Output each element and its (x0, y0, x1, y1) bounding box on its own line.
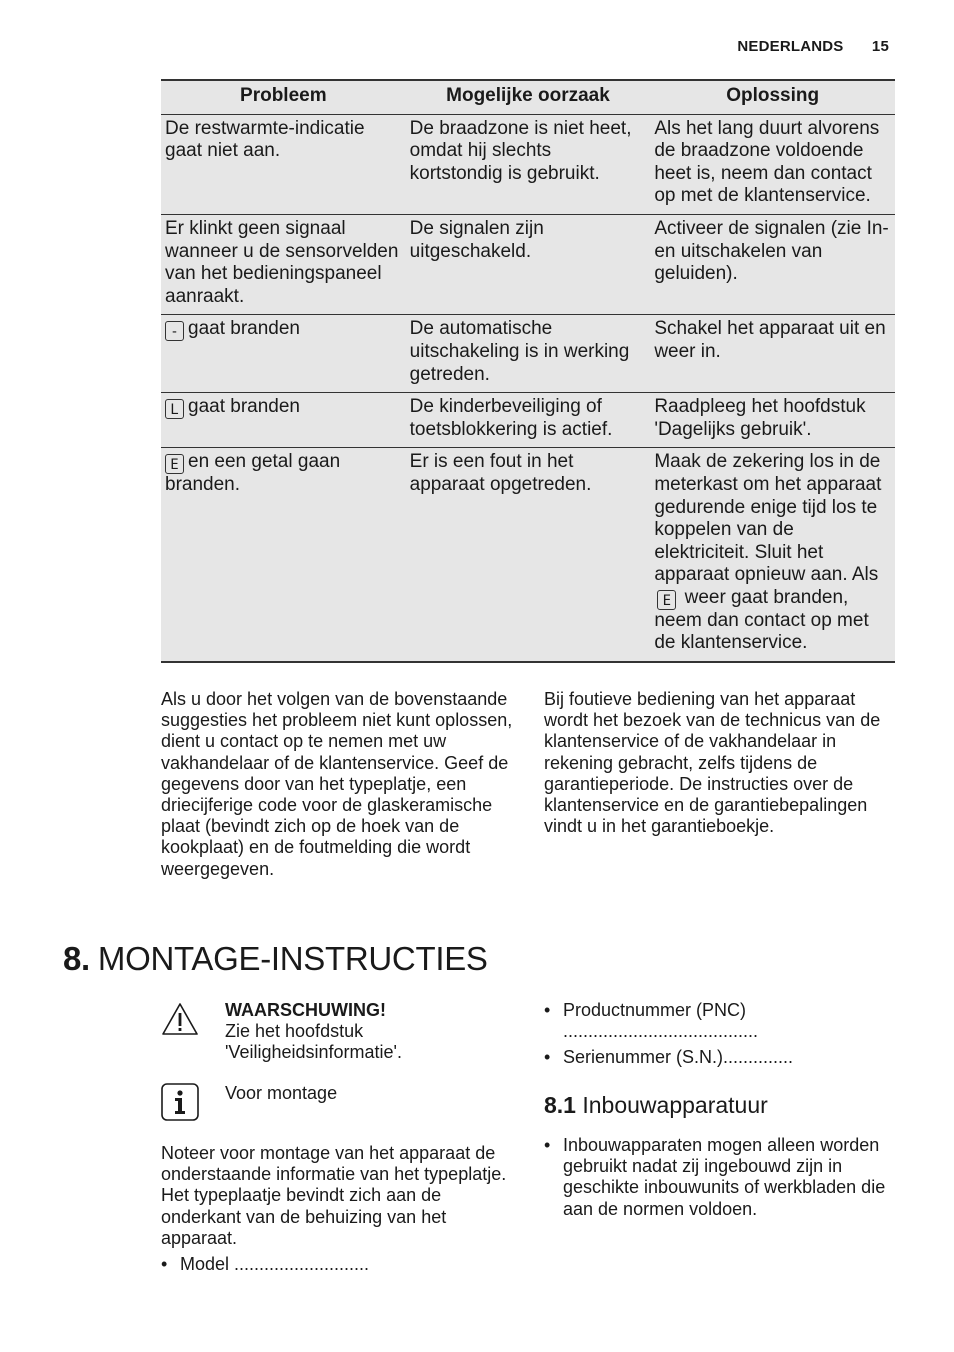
solution-cell: Raadpleeg het hoofdstuk 'Dagelijks gebruik'. (650, 393, 895, 448)
problem-text: gaat branden (188, 396, 300, 418)
display-symbol-lock-icon: L (165, 399, 184, 419)
problem-cell: De restwarmte-indicatie gaat niet aan. (161, 114, 406, 214)
problem-cell (161, 448, 406, 662)
display-symbol-error-icon: E (165, 454, 184, 474)
problem-cell (161, 393, 406, 448)
display-symbol-error-icon: E (657, 590, 676, 610)
cause-cell: Er is een fout in het apparaat opgetreden. (406, 448, 651, 662)
table-row (161, 315, 895, 393)
list-item: • Serienummer (S.N.).............. (544, 1047, 844, 1068)
contact-info-paragraph: Als u door het volgen van de bovenstaande suggesties het probleem niet kunt oplossen, dient u contact op te nemen met uw vakhandelaar of de klantenservice. Geef de gegevens door van het typeplatje, een driecijferige code voor de glaskeramische plaat (bevindt zich op de hoek van de kookplaat) en de foutmelding die wordt weergegeven. (161, 689, 513, 879)
warning-title: WAARSCHUWING! (225, 1000, 386, 1020)
right-bullet-list (544, 1000, 844, 1074)
page-header (737, 38, 889, 55)
info-icon (161, 1083, 199, 1126)
column-header-cause: Mogelijke oorzaak (406, 80, 651, 114)
subsection-bullet-list (544, 1135, 896, 1225)
info-text: Voor montage (225, 1083, 338, 1103)
problem-text: en een getal gaan branden. (165, 451, 341, 496)
solution-cell: Als het lang duurt alvorens de braadzone voldoende heet is, neem dan contact op met de klantenservice. (650, 114, 895, 214)
subsection-heading (544, 1092, 768, 1119)
warning-text: Zie het hoofdstuk 'Veiligheidsinformatie'. (225, 1021, 402, 1063)
cause-cell: De automatische uitschakeling is in werking getreden. (406, 315, 651, 393)
section-title: MONTAGE-INSTRUCTIES (97, 940, 488, 977)
table-row (161, 393, 895, 448)
warning-triangle-icon (161, 1002, 199, 1041)
left-bullet-list (161, 1254, 521, 1280)
solution-cell: Activeer de signalen (zie In- en uitschakelen van geluiden). (650, 214, 895, 314)
list-item: • Model ........................... (161, 1254, 521, 1275)
solution-text-part-1: Maak de zekering los in de meterkast om het apparaat gedurende enige tijd los te koppelen van de elektriciteit. Sluit het apparaat opnieuw aan. Als (654, 451, 882, 586)
solution-text-part-2: weer gaat branden, neem dan contact op met de klantenservice. (654, 586, 869, 654)
page-number: 15 (871, 38, 889, 55)
table-row (161, 448, 895, 662)
cause-cell: De kinderbeveiliging of toetsblokkering is actief. (406, 393, 651, 448)
problem-cell (161, 315, 406, 393)
solution-cell (650, 448, 895, 662)
solution-cell: Schakel het apparaat uit en weer in. (650, 315, 895, 393)
column-header-problem: Probleem (161, 80, 406, 114)
column-header-solution: Oplossing (650, 80, 895, 114)
cause-cell: De braadzone is niet heet, omdat hij slechts kortstondig is gebruikt. (406, 114, 651, 214)
list-item: • Inbouwapparaten mogen alleen worden gebruikt nadat zij ingebouwd zijn in geschikte inbouwunits of werkbladen die aan de normen voldoen. (544, 1135, 896, 1220)
list-item: • Productnummer (PNC) ....................................... (544, 1000, 844, 1042)
display-symbol-dash-icon: - (165, 321, 184, 341)
section-number: 8. (63, 940, 90, 977)
montage-intro-paragraph: Noteer voor montage van het apparaat de onderstaande informatie van het typeplatje. Het typeplaatje bevindt zich aan de onderkant van de behuizing van het apparaat. (161, 1143, 507, 1248)
subsection-number: 8.1 (544, 1092, 576, 1118)
warning-block (225, 1000, 525, 1064)
language-label: NEDERLANDS (737, 38, 844, 55)
troubleshooting-table (161, 79, 895, 663)
problem-text: gaat branden (188, 318, 300, 340)
table-row (161, 114, 895, 214)
cause-cell: De signalen zijn uitgeschakeld. (406, 214, 651, 314)
section-heading (63, 940, 488, 978)
subsection-title: Inbouwapparatuur (582, 1092, 768, 1118)
table-row (161, 214, 895, 314)
problem-cell: Er klinkt geen signaal wanneer u de sensorvelden van het bedieningspaneel aanraakt. (161, 214, 406, 314)
table-header-row (161, 80, 895, 114)
warranty-info-paragraph: Bij foutieve bediening van het apparaat wordt het bezoek van de technicus van de klantenservice of de vakhandelaar in rekening gebracht, zelfs tijdens de garantieperiode. De instructies over de klantenservice en de garantiebepalingen vindt u in het garantieboekje. (544, 689, 881, 837)
